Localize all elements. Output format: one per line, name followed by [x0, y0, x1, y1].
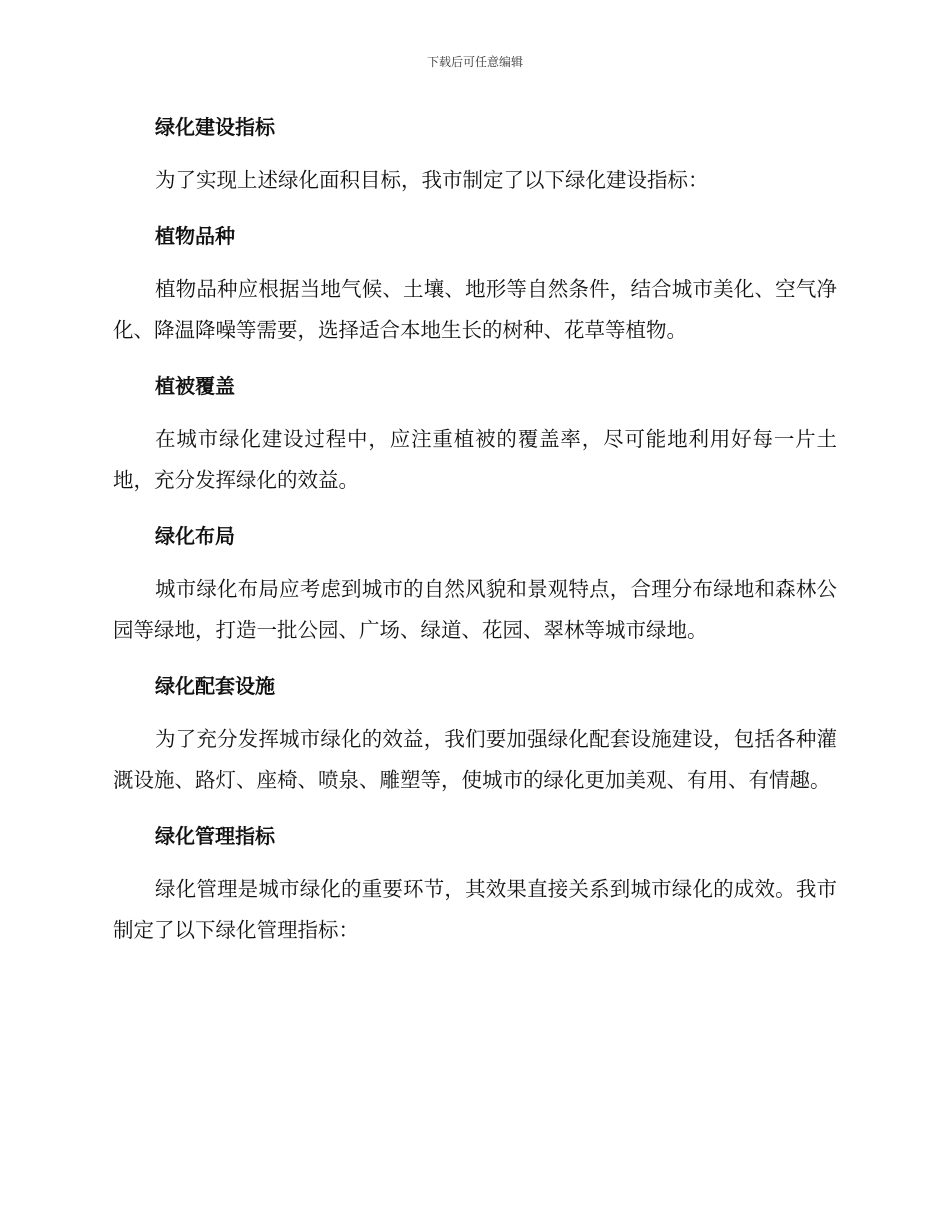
paragraph-vegetation-coverage: 在城市绿化建设过程中，应注重植被的覆盖率，尽可能地利用好每一片土地，充分发挥绿化的效益。 — [113, 427, 837, 492]
section-heading-plant-species: 植物品种 — [155, 224, 235, 248]
document-body — [113, 112, 837, 971]
section-heading-vegetation-coverage: 植被覆盖 — [155, 374, 235, 398]
paragraph-plant-species: 植物品种应根据当地气候、土壤、地形等自然条件，结合城市美化、空气净化、降温降噪等需要，选择适合本地生长的树种、花草等植物。 — [113, 277, 837, 342]
section-heading-greening-construction: 绿化建设指标 — [155, 115, 275, 139]
section-heading-greening-layout: 绿化布局 — [155, 524, 235, 548]
paragraph-management-indicators: 绿化管理是城市绿化的重要环节，其效果直接关系到城市绿化的成效。我市制定了以下绿化管理指标： — [113, 877, 837, 942]
paragraph-supporting-facilities: 为了充分发挥城市绿化的效益，我们要加强绿化配套设施建设，包括各种灌溉设施、路灯、座椅、喷泉、雕塑等，使城市的绿化更加美观、有用、有情趣。 — [113, 727, 837, 792]
paragraph-construction-intro: 为了实现上述绿化面积目标，我市制定了以下绿化建设指标： — [155, 168, 709, 192]
section-heading-management-indicators: 绿化管理指标 — [155, 824, 275, 848]
page-header: 下载后可任意编辑 — [426, 55, 523, 69]
section-heading-supporting-facilities: 绿化配套设施 — [155, 674, 275, 698]
paragraph-greening-layout: 城市绿化布局应考虑到城市的自然风貌和景观特点，合理分布绿地和森林公园等绿地，打造一批公园、广场、绿道、花园、翠林等城市绿地。 — [113, 577, 837, 642]
